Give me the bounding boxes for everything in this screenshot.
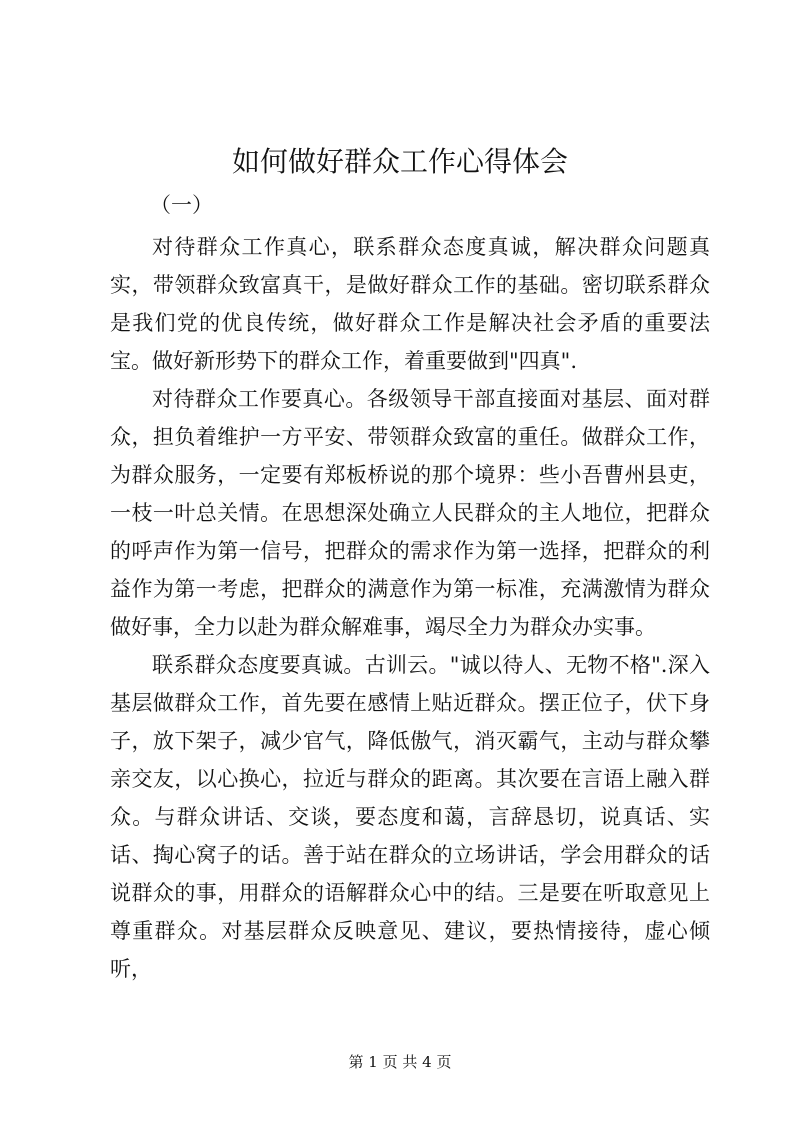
section-marker: （一）	[150, 193, 213, 217]
page-footer: 第 1 页 共 4 页	[348, 1053, 452, 1071]
document-title: 如何做好群众工作心得体会	[231, 145, 568, 178]
paragraph-1: 对待群众工作真心，联系群众态度真诚，解决群众问题真实，带领群众致富真干，是做好群众工作的基础。密切联系群众是我们党的优良传统，做好群众工作是解决社会矛盾的重要法宝。做好新形势下的群众工作，着重要做到"四真".	[110, 235, 710, 373]
paragraph-2: 对待群众工作要真心。各级领导干部直接面对基层、面对群众，担负着维护一方平安、带领群众致富的重任。做群众工作，为群众服务，一定要有郑板桥说的那个境界：些小吾曹州县吏，一枝一叶总关情。在思想深处确立人民群众的主人地位，把群众的呼声作为第一信号，把群众的需求作为第一选择，把群众的利益作为第一考虑，把群众的满意作为第一标准，充满激情为群众做好事，全力以赴为群众解难事，竭尽全力为群众办实事。	[110, 387, 710, 639]
paragraph-3: 联系群众态度要真诚。古训云。"诚以待人、无物不格".深入基层做群众工作，首先要在感情上贴近群众。摆正位子，伏下身子，放下架子，减少官气，降低傲气，消灭霸气，主动与群众攀亲交友，以心换心，拉近与群众的距离。其次要在言语上融入群众。与群众讲话、交谈，要态度和蔼，言辞恳切，说真话、实话、掏心窝子的话。善于站在群众的立场讲话，学会用群众的话说群众的事，用群众的语解群众心中的结。三是要在听取意见上尊重群众。对基层群众反映意见、建议，要热情接待，虚心倾听，	[110, 653, 710, 981]
document-body	[110, 228, 710, 988]
